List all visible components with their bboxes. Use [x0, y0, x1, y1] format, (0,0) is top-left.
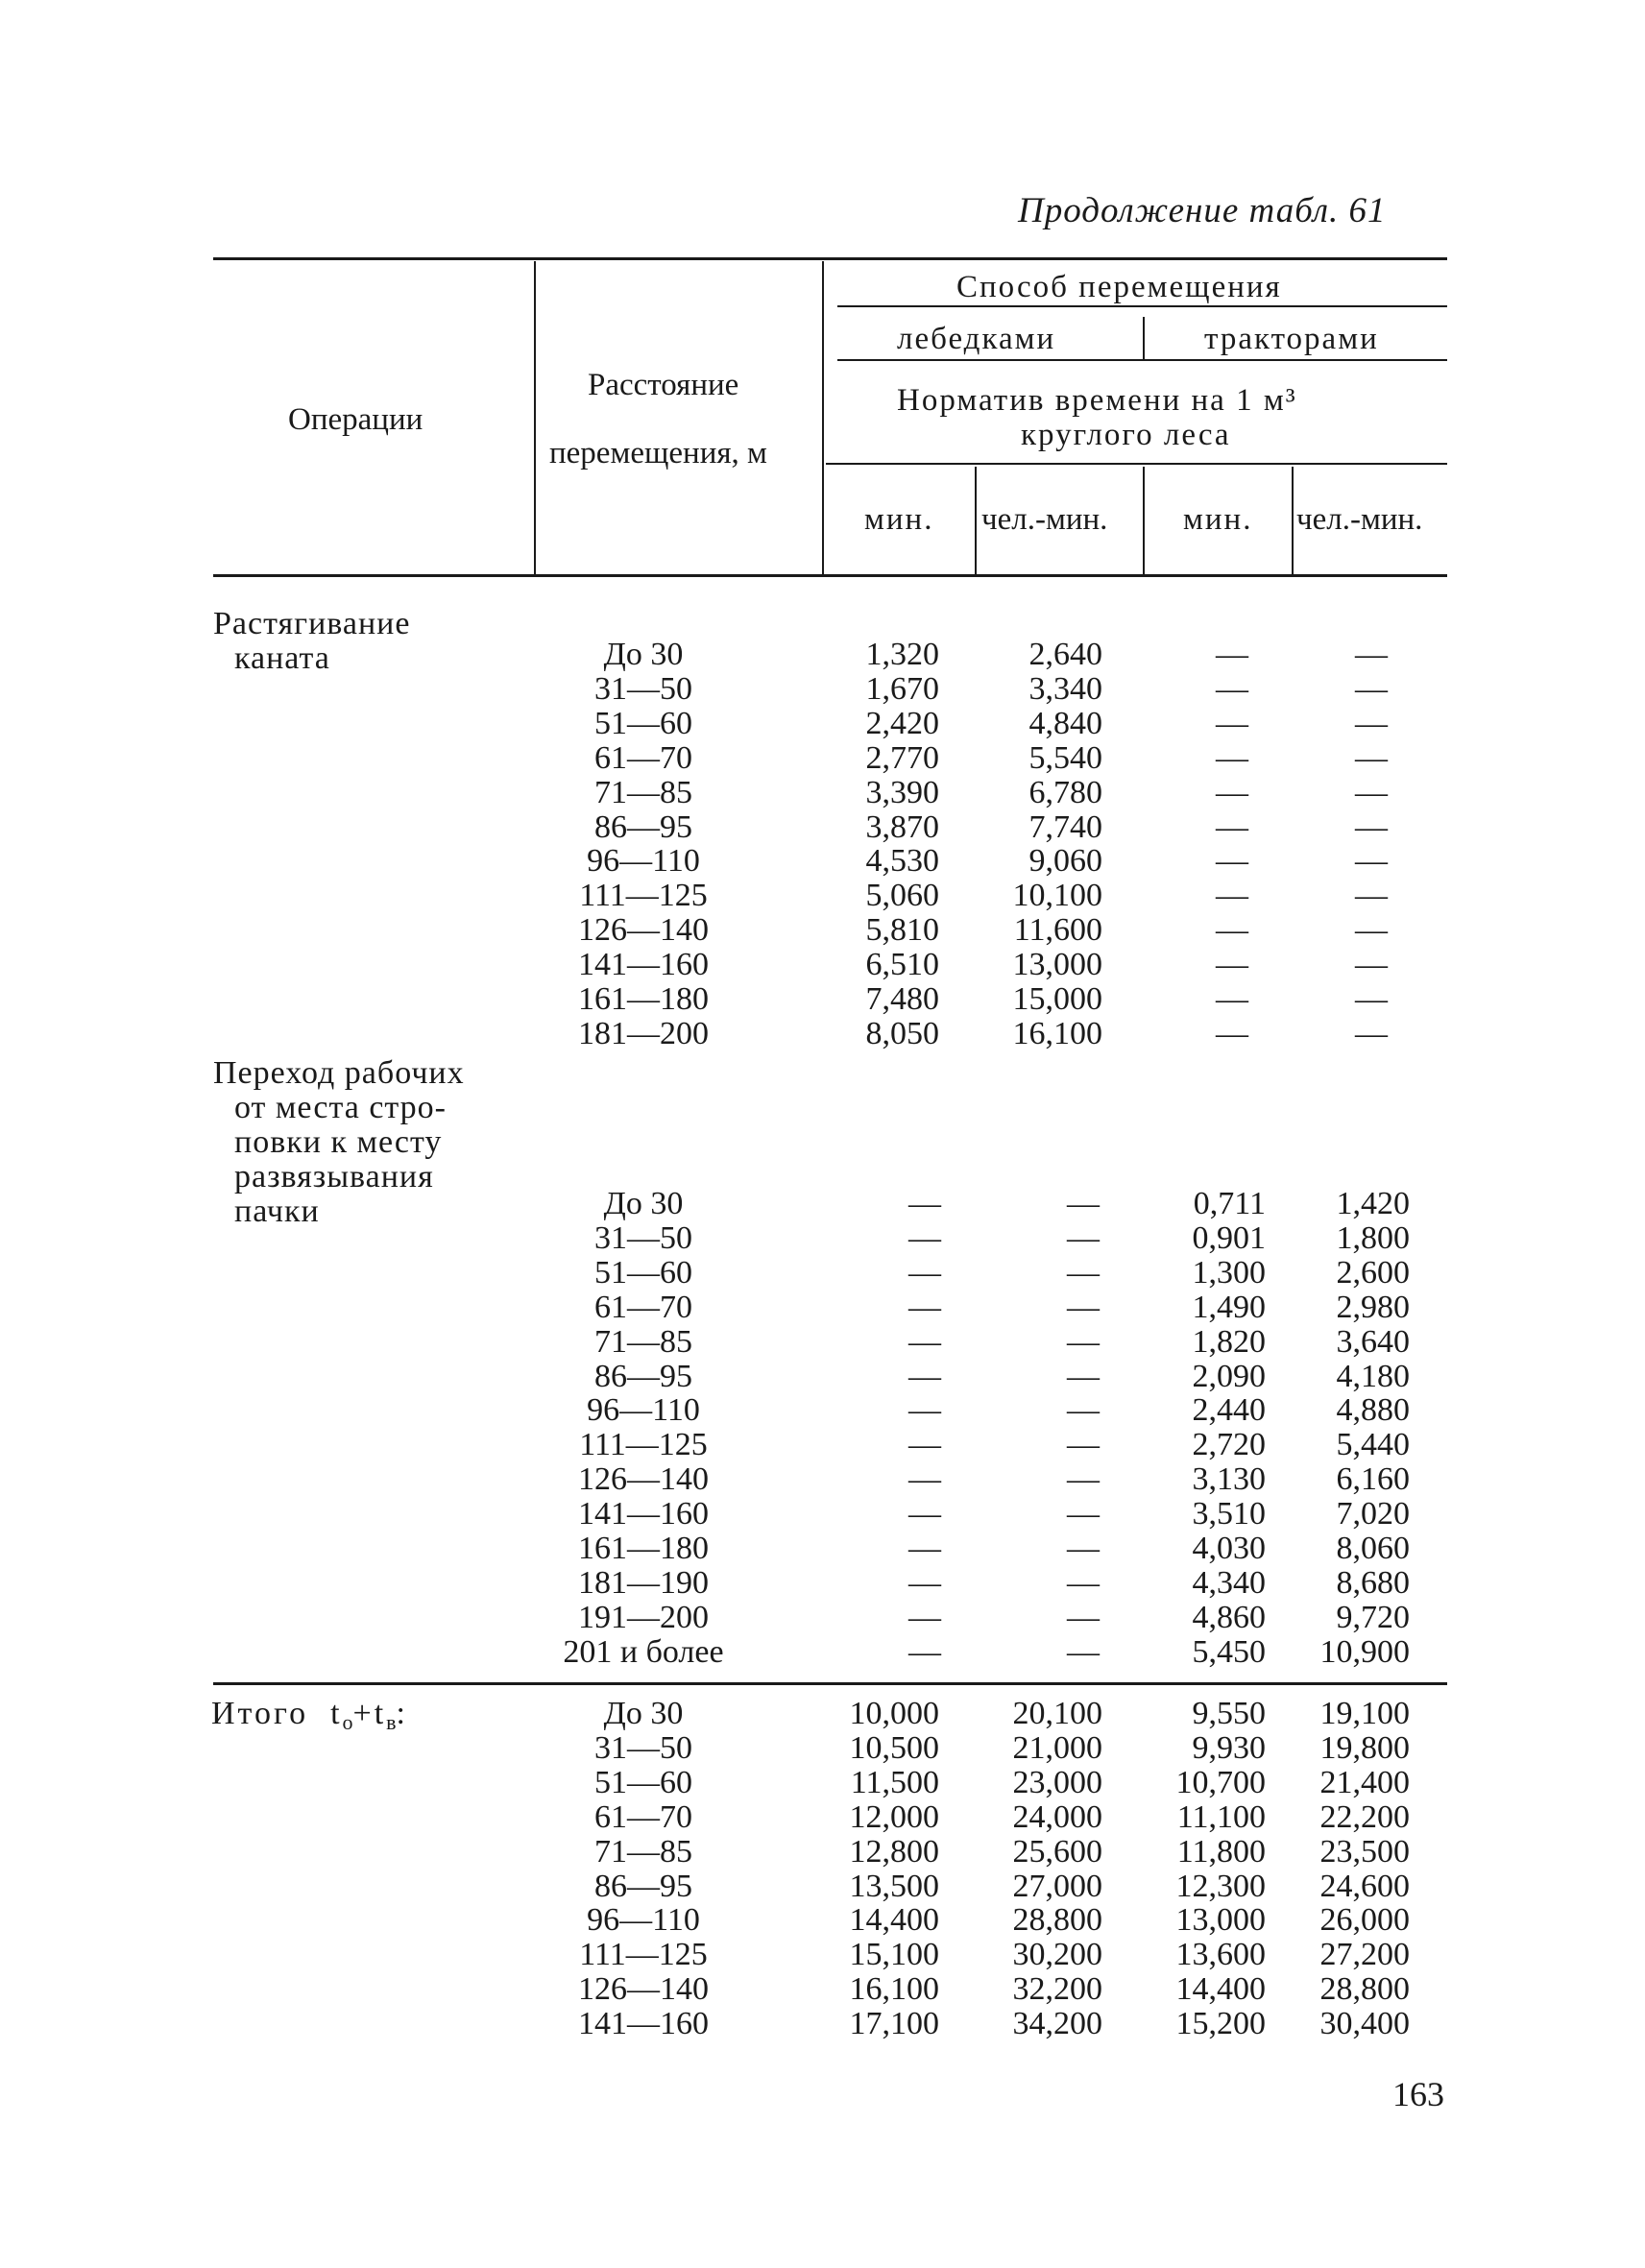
- header-min-winches: мин.: [864, 502, 934, 537]
- cell-c1: 17,100: [849, 2006, 939, 2042]
- cell-c3: —: [1216, 774, 1248, 810]
- cell-c3: 2,090: [1192, 1358, 1266, 1394]
- col-divider-ops: [534, 261, 536, 574]
- cell-c1: —: [908, 1186, 941, 1221]
- cell-c2: 10,100: [1012, 878, 1102, 914]
- cell-c2: 4,840: [1028, 705, 1102, 741]
- cell-dist: 31—50: [594, 670, 692, 707]
- table-row: [0, 1393, 1645, 1428]
- cell-dist: 86—95: [594, 1868, 692, 1904]
- header-min-tractors: мин.: [1183, 502, 1253, 537]
- cell-c2: —: [1067, 1531, 1100, 1566]
- cell-c1: 1,670: [865, 670, 939, 707]
- cell-c4: 2,600: [1336, 1254, 1410, 1291]
- cell-c2: —: [1067, 1254, 1100, 1291]
- table-row: [0, 776, 1645, 810]
- cell-c1: 4,530: [865, 843, 939, 880]
- cell-c1: 6,510: [865, 947, 939, 983]
- cell-dist: 191—200: [578, 1599, 709, 1635]
- cell-c1: 8,050: [865, 1015, 939, 1051]
- cell-c1: 5,810: [865, 912, 939, 949]
- table-row: [0, 1697, 1645, 1731]
- operation-workers-line: Переход рабочих: [213, 1055, 465, 1091]
- col-divider-c3c4: [1292, 467, 1294, 574]
- header-norm-line2: круглого леса: [1021, 418, 1231, 452]
- total-word: Итого: [211, 1696, 309, 1731]
- cell-c2: 32,200: [1012, 1971, 1102, 2008]
- cell-c2: 28,800: [1012, 1902, 1102, 1939]
- table-row: [0, 1187, 1645, 1221]
- cell-dist: 126—140: [578, 912, 709, 949]
- cell-c1: —: [908, 1496, 941, 1532]
- table-row: [0, 1325, 1645, 1360]
- cell-dist: 111—125: [579, 1427, 708, 1463]
- header-norm-line1: Норматив времени на 1 м³: [897, 383, 1297, 418]
- cell-c2: 24,000: [1012, 1798, 1102, 1835]
- table-row: [0, 672, 1645, 707]
- col-divider-winch-tractor: [1143, 317, 1145, 359]
- cell-c2: 2,640: [1028, 637, 1102, 672]
- table-row: [0, 1766, 1645, 1800]
- cell-c4: 3,640: [1336, 1323, 1410, 1360]
- cell-c4: 24,600: [1319, 1868, 1410, 1904]
- cell-c4: —: [1355, 670, 1388, 707]
- cell-c2: 25,600: [1012, 1833, 1102, 1870]
- cell-dist: 61—70: [594, 739, 692, 776]
- cell-c4: 27,200: [1319, 1937, 1410, 1973]
- cell-c4: —: [1355, 1015, 1388, 1051]
- cell-c1: 13,500: [849, 1868, 939, 1904]
- cell-c1: 2,420: [865, 705, 939, 741]
- cell-c4: 30,400: [1319, 2006, 1410, 2042]
- cell-c3: 13,000: [1175, 1902, 1266, 1939]
- cell-c3: —: [1216, 637, 1248, 672]
- table-row: [0, 1601, 1645, 1635]
- cell-c4: 19,100: [1319, 1696, 1410, 1731]
- operation-workers-line: повки к месту: [234, 1124, 443, 1160]
- cell-c1: 5,060: [865, 878, 939, 914]
- cell-dist: 111—125: [579, 1937, 708, 1973]
- table-row: [0, 1497, 1645, 1532]
- cell-dist: 31—50: [594, 1219, 692, 1256]
- cell-c3: —: [1216, 739, 1248, 776]
- col-divider-c1c2: [975, 467, 977, 574]
- cell-dist: 61—70: [594, 1798, 692, 1835]
- cell-c2: 15,000: [1012, 981, 1102, 1017]
- cell-c4: 28,800: [1319, 1971, 1410, 2008]
- cell-c2: 11,600: [1013, 912, 1102, 949]
- table-row: [0, 1462, 1645, 1497]
- cell-c2: —: [1067, 1564, 1100, 1601]
- cell-c3: 1,820: [1192, 1323, 1266, 1360]
- cell-c4: —: [1355, 774, 1388, 810]
- cell-c1: —: [908, 1254, 941, 1291]
- cell-c2: 7,740: [1028, 808, 1102, 845]
- cell-c4: 7,020: [1336, 1496, 1410, 1532]
- cell-c4: 8,060: [1336, 1531, 1410, 1566]
- cell-c2: —: [1067, 1358, 1100, 1394]
- cell-c2: 6,780: [1028, 774, 1102, 810]
- operation-workers-line: от места стро-: [234, 1090, 448, 1125]
- header-tractors: тракторами: [1204, 322, 1379, 356]
- cell-c2: 34,200: [1012, 2006, 1102, 2042]
- cell-c3: 2,720: [1192, 1427, 1266, 1463]
- cell-c2: —: [1067, 1323, 1100, 1360]
- cell-c4: 8,680: [1336, 1564, 1410, 1601]
- cell-c3: 4,030: [1192, 1531, 1266, 1566]
- cell-c1: —: [908, 1289, 941, 1325]
- cell-c2: —: [1067, 1186, 1100, 1221]
- cell-dist: 51—60: [594, 705, 692, 741]
- cell-c1: 12,000: [849, 1798, 939, 1835]
- cell-c1: 14,400: [849, 1902, 939, 1939]
- cell-c4: —: [1355, 637, 1388, 672]
- cell-c3: —: [1216, 843, 1248, 880]
- formula-sub-o: о: [342, 1710, 353, 1734]
- cell-c3: —: [1216, 878, 1248, 914]
- cell-dist: 71—85: [594, 1833, 692, 1870]
- cell-c1: 10,500: [849, 1729, 939, 1766]
- cell-c1: —: [908, 1531, 941, 1566]
- table-caption: Продолжение табл. 61: [1018, 191, 1387, 230]
- cell-c4: 4,180: [1336, 1358, 1410, 1394]
- cell-c1: 3,390: [865, 774, 939, 810]
- cell-c1: 1,320: [865, 637, 939, 672]
- cell-c1: 15,100: [849, 1937, 939, 1973]
- cell-c2: —: [1067, 1427, 1100, 1463]
- cell-c3: —: [1216, 1015, 1248, 1051]
- cell-c3: —: [1216, 705, 1248, 741]
- header-method: Способ перемещения: [956, 270, 1282, 304]
- cell-c3: 15,200: [1175, 2006, 1266, 2042]
- cell-c3: 2,440: [1192, 1392, 1266, 1429]
- table-row: [0, 844, 1645, 879]
- cell-c1: —: [908, 1564, 941, 1601]
- cell-c4: 19,800: [1319, 1729, 1410, 1766]
- cell-c2: 13,000: [1012, 947, 1102, 983]
- table-row: [0, 1428, 1645, 1462]
- cell-c3: 0,901: [1192, 1219, 1266, 1256]
- cell-c2: —: [1067, 1289, 1100, 1325]
- cell-c4: 4,880: [1336, 1392, 1410, 1429]
- cell-dist: 141—160: [578, 1496, 709, 1532]
- cell-dist: 71—85: [594, 1323, 692, 1360]
- header-manmin-winches: чел.-мин.: [981, 502, 1108, 537]
- cell-c3: 3,130: [1192, 1461, 1266, 1498]
- cell-c2: —: [1067, 1392, 1100, 1429]
- cell-c1: 12,800: [849, 1833, 939, 1870]
- cell-dist: 96—110: [587, 843, 700, 880]
- cell-c2: —: [1067, 1496, 1100, 1532]
- table-row: [0, 1800, 1645, 1835]
- cell-dist: 141—160: [578, 947, 709, 983]
- table-row: [0, 1870, 1645, 1904]
- table-row: [0, 879, 1645, 913]
- col-divider-dist: [822, 261, 824, 574]
- table-row: [0, 741, 1645, 776]
- cell-c2: 23,000: [1012, 1764, 1102, 1800]
- cell-dist: До 30: [603, 637, 684, 672]
- cell-c4: 1,800: [1336, 1219, 1410, 1256]
- cell-c3: —: [1216, 808, 1248, 845]
- cell-dist: До 30: [603, 1186, 684, 1221]
- cell-c4: —: [1355, 739, 1388, 776]
- cell-dist: 201 и более: [563, 1633, 724, 1670]
- cell-c4: 6,160: [1336, 1461, 1410, 1498]
- operation-rope-line: Растягивание: [213, 606, 411, 641]
- cell-dist: 126—140: [578, 1971, 709, 2008]
- cell-dist: 86—95: [594, 1358, 692, 1394]
- cell-dist: 51—60: [594, 1764, 692, 1800]
- cell-c2: 30,200: [1012, 1937, 1102, 1973]
- cell-c1: —: [908, 1392, 941, 1429]
- cell-dist: 181—200: [578, 1015, 709, 1051]
- cell-c4: 26,000: [1319, 1902, 1410, 1939]
- table-top-rule: [213, 257, 1447, 260]
- cell-c4: —: [1355, 878, 1388, 914]
- table-row: [0, 1835, 1645, 1870]
- table-row: [0, 1221, 1645, 1256]
- cell-c3: 4,860: [1192, 1599, 1266, 1635]
- cell-c2: 16,100: [1012, 1015, 1102, 1051]
- cell-c1: 3,870: [865, 808, 939, 845]
- cell-c4: 22,200: [1319, 1798, 1410, 1835]
- header-distance-line1: Расстояние: [588, 368, 739, 402]
- table-row: [0, 810, 1645, 845]
- header-winches: лебедками: [897, 322, 1056, 356]
- table-row: [0, 707, 1645, 741]
- cell-c3: 13,600: [1175, 1937, 1266, 1973]
- cell-c1: —: [908, 1633, 941, 1670]
- cell-c2: 21,000: [1012, 1729, 1102, 1766]
- table-row: [0, 638, 1645, 672]
- cell-c3: —: [1216, 981, 1248, 1017]
- table-row: [0, 1017, 1645, 1051]
- cell-c3: 9,550: [1192, 1696, 1266, 1731]
- formula-colon: :: [396, 1696, 408, 1731]
- table-row: [0, 1938, 1645, 1972]
- table-row: [0, 1731, 1645, 1766]
- page-number: 163: [1392, 2075, 1444, 2113]
- cell-dist: 61—70: [594, 1289, 692, 1325]
- cell-c1: 10,000: [849, 1696, 939, 1731]
- cell-c1: —: [908, 1219, 941, 1256]
- cell-c4: 2,980: [1336, 1289, 1410, 1325]
- table-row: [0, 1566, 1645, 1601]
- cell-dist: 141—160: [578, 2006, 709, 2042]
- table-row: [0, 913, 1645, 948]
- cell-c2: —: [1067, 1599, 1100, 1635]
- cell-c4: —: [1355, 981, 1388, 1017]
- cell-c1: 11,500: [850, 1764, 939, 1800]
- operation-rope-line: каната: [234, 640, 330, 676]
- cell-c2: —: [1067, 1633, 1100, 1670]
- table-row: [0, 948, 1645, 982]
- cell-c2: 5,540: [1028, 739, 1102, 776]
- cell-c4: —: [1355, 947, 1388, 983]
- table-row: [0, 2007, 1645, 2041]
- cell-c3: 3,510: [1192, 1496, 1266, 1532]
- cell-c1: —: [908, 1427, 941, 1463]
- cell-dist: До 30: [603, 1696, 684, 1731]
- formula-sub-v: в: [386, 1710, 397, 1734]
- table-row: [0, 1291, 1645, 1325]
- cell-c3: —: [1216, 912, 1248, 949]
- cell-c3: 12,300: [1175, 1868, 1266, 1904]
- cell-c3: 11,100: [1176, 1798, 1266, 1835]
- header-bottom-rule: [213, 574, 1447, 577]
- cell-c4: 1,420: [1336, 1186, 1410, 1221]
- cell-dist: 86—95: [594, 808, 692, 845]
- cell-c4: 21,400: [1319, 1764, 1410, 1800]
- cell-dist: 111—125: [579, 878, 708, 914]
- cell-c3: 9,930: [1192, 1729, 1266, 1766]
- cell-dist: 181—190: [578, 1564, 709, 1601]
- cell-c2: —: [1067, 1219, 1100, 1256]
- cell-c3: 1,490: [1192, 1289, 1266, 1325]
- cell-c1: —: [908, 1599, 941, 1635]
- formula-t: t: [330, 1696, 343, 1731]
- cell-c2: —: [1067, 1461, 1100, 1498]
- cell-c4: 23,500: [1319, 1833, 1410, 1870]
- cell-c2: 3,340: [1028, 670, 1102, 707]
- table-row: [0, 1635, 1645, 1670]
- table-row: [0, 1256, 1645, 1291]
- cell-dist: 161—180: [578, 981, 709, 1017]
- header-manmin-tractors: чел.-мин.: [1296, 502, 1423, 537]
- cell-c3: —: [1216, 670, 1248, 707]
- table-row: [0, 982, 1645, 1017]
- totals-rule: [213, 1682, 1447, 1685]
- table-row: [0, 1903, 1645, 1938]
- operation-workers-line: пачки: [234, 1194, 320, 1229]
- cell-c3: 14,400: [1175, 1971, 1266, 2008]
- cell-c1: —: [908, 1358, 941, 1394]
- header-distance-line2: перемещения, м: [549, 436, 767, 470]
- table-row: [0, 1360, 1645, 1394]
- cell-c4: 9,720: [1336, 1599, 1410, 1635]
- cell-c2: 27,000: [1012, 1868, 1102, 1904]
- cell-dist: 161—180: [578, 1531, 709, 1566]
- cell-dist: 71—85: [594, 774, 692, 810]
- cell-c2: 9,060: [1028, 843, 1102, 880]
- cell-c3: —: [1216, 947, 1248, 983]
- cell-dist: 126—140: [578, 1461, 709, 1498]
- header-operations: Операции: [288, 402, 423, 437]
- winch-tractor-underline: [837, 359, 1447, 361]
- method-underline: [837, 305, 1447, 307]
- cell-c4: 10,900: [1319, 1633, 1410, 1670]
- formula-t: t: [374, 1696, 387, 1731]
- cell-dist: 31—50: [594, 1729, 692, 1766]
- operation-workers-line: развязывания: [234, 1159, 434, 1194]
- cell-c3: 5,450: [1192, 1633, 1266, 1670]
- cell-c3: 0,711: [1193, 1186, 1266, 1221]
- cell-c3: 4,340: [1192, 1564, 1266, 1601]
- cell-dist: 96—110: [587, 1902, 700, 1939]
- table-row: [0, 1532, 1645, 1566]
- col-divider-c2c3: [1143, 467, 1145, 574]
- formula-plus: +: [352, 1696, 375, 1731]
- table-row: [0, 1972, 1645, 2007]
- cell-c1: 2,770: [865, 739, 939, 776]
- cell-c4: —: [1355, 808, 1388, 845]
- cell-c4: —: [1355, 912, 1388, 949]
- cell-c3: 10,700: [1175, 1764, 1266, 1800]
- cell-c1: 16,100: [849, 1971, 939, 2008]
- cell-c1: —: [908, 1323, 941, 1360]
- cell-c2: 20,100: [1012, 1696, 1102, 1731]
- cell-dist: 96—110: [587, 1392, 700, 1429]
- cell-c4: —: [1355, 705, 1388, 741]
- cell-c4: 5,440: [1336, 1427, 1410, 1463]
- cell-c1: —: [908, 1461, 941, 1498]
- cell-c4: —: [1355, 843, 1388, 880]
- cell-c3: 1,300: [1192, 1254, 1266, 1291]
- cell-c3: 11,800: [1176, 1833, 1266, 1870]
- cell-c1: 7,480: [865, 981, 939, 1017]
- cell-dist: 51—60: [594, 1254, 692, 1291]
- norm-underline: [826, 463, 1447, 465]
